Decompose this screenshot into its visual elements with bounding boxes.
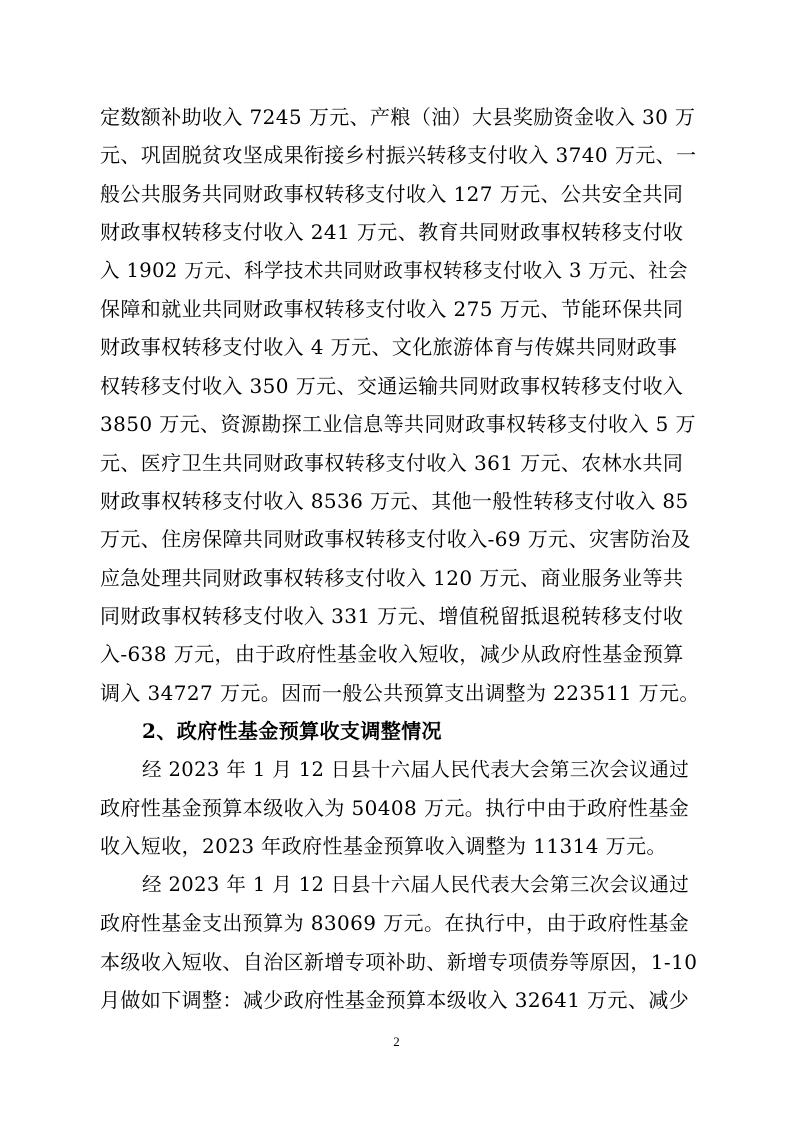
text-line: 政府性基金支出预算为 83069 万元。在执行中，由于政府性基金 [100, 911, 690, 936]
text-line: 月做如下调整：减少政府性基金预算本级收入 32641 万元、减少 [100, 987, 690, 1012]
text-line: 政府性基金预算本级收入为 50408 万元。执行中由于政府性基金 [100, 796, 690, 821]
text-line: 入-638 万元，由于政府性基金收入短收，减少从政府性基金预算 [100, 642, 684, 667]
text-line: 应急处理共同财政事权转移支付收入 120 万元、商业服务业等共 [100, 565, 684, 590]
section-heading: 2、政府性基金预算收支调整情况 [142, 719, 442, 744]
text-line: 同财政事权转移支付收入 331 万元、增值税留抵退税转移支付收 [100, 604, 684, 629]
text-line: 入 1902 万元、科学技术共同财政事权转移支付收入 3 万元、社会 [100, 258, 688, 282]
text-line: 3850 万元、资源勘探工业信息等共同财政事权转移支付收入 5 万 [100, 412, 696, 437]
text-line: 调入 34727 万元。因而一般公共预算支出调整为 223511 万元。 [100, 680, 700, 705]
text-line: 本级收入短收、自治区新增专项补助、新增专项债券等原因，1-10 [100, 949, 698, 974]
text-line: 元、巩固脱贫攻坚成果衔接乡村振兴转移支付收入 3740 万元、一 [100, 143, 697, 168]
text-line: 元、医疗卫生共同财政事权转移支付收入 361 万元、农林水共同 [100, 450, 684, 475]
text-line: 收入短收，2023 年政府性基金预算收入调整为 11314 万元。 [100, 834, 667, 859]
page-number: 2 [393, 1034, 400, 1049]
text-line: 保障和就业共同财政事权转移支付收入 275 万元、节能环保共同 [100, 296, 684, 321]
text-line: 万元、住房保障共同财政事权转移支付收入-69 万元、灾害防治及 [100, 527, 691, 552]
text-line: 财政事权转移支付收入 4 万元、文化旅游体育与传媒共同财政事 [100, 335, 678, 360]
text-line: 财政事权转移支付收入 241 万元、教育共同财政事权转移支付收 [100, 220, 684, 245]
text-line: 财政事权转移支付收入 8536 万元、其他一般性转移支付收入 85 [100, 488, 689, 513]
text-line: 般公共服务共同财政事权转移支付收入 127 万元、公共安全共同 [100, 181, 684, 206]
text-line: 定数额补助收入 7245 万元、产粮（油）大县奖励资金收入 30 万 [100, 105, 696, 129]
paragraph-first-line: 经 2023 年 1 月 12 日县十六届人民代表大会第三次会议通过 [142, 757, 690, 781]
text-line: 权转移支付收入 350 万元、交通运输共同财政事权转移支付收入 [100, 373, 684, 398]
body-text [100, 98, 700, 1019]
paragraph-first-line: 经 2023 年 1 月 12 日县十六届人民代表大会第三次会议通过 [142, 872, 690, 896]
